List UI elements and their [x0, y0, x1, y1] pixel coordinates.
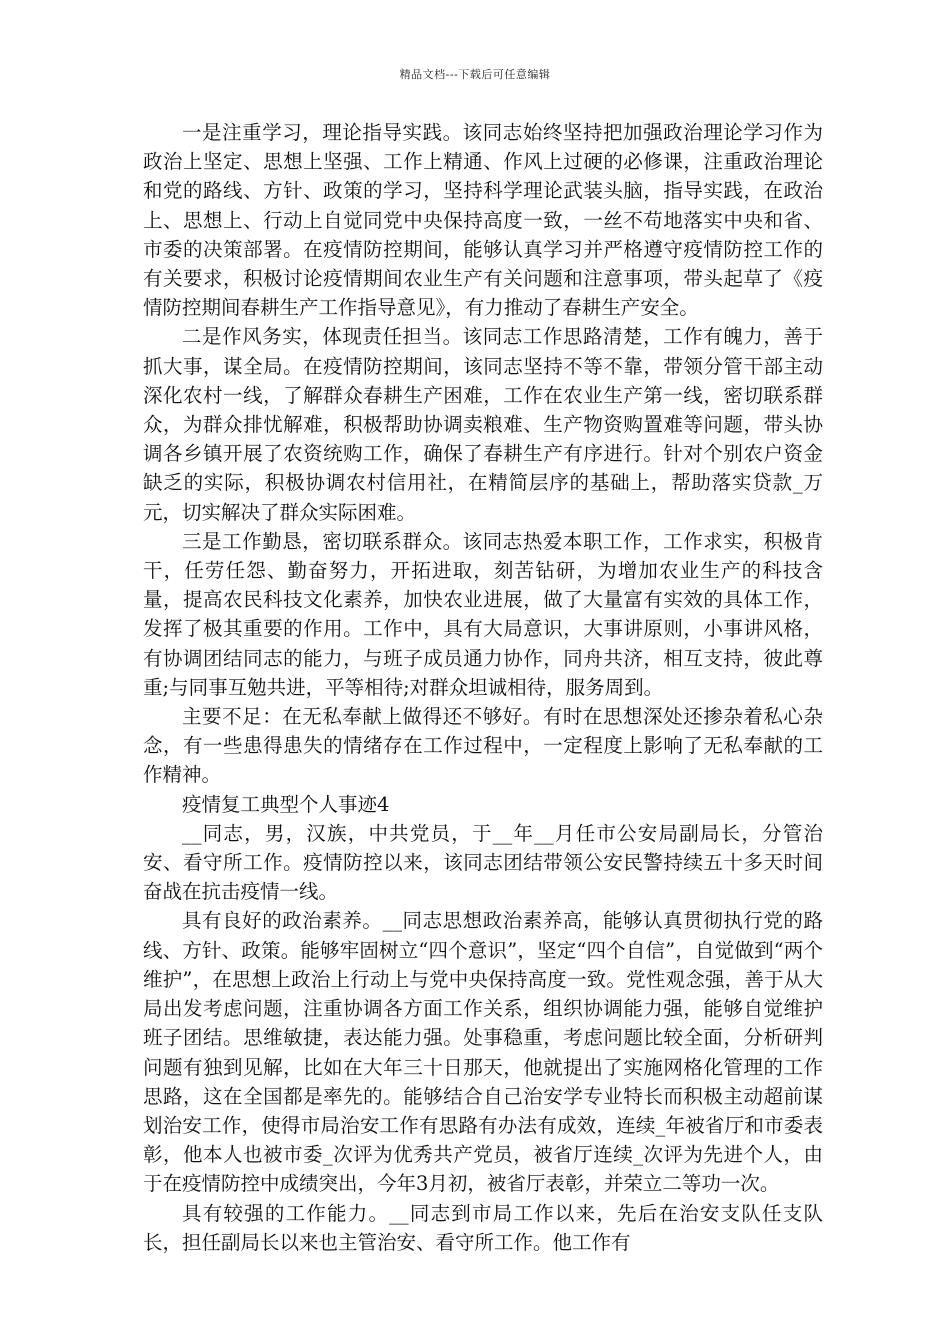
paragraph-diligence: 三是工作勤恳，密切联系群众。该同志热爱本职工作，工作求实，积极肯干，任劳任怨、勤奋努力，开拓进取，刻苦钻研，为增加农业生产的科技含量，提高农民科技文化素养，加快农业进展，做了大量富有实效的具体工作，发挥了极其重要的作用。工作中，具有大局意识，大事讲原则，小事讲风格，有协调团结同志的能力，与班子成员通力协作，同舟共济，相互支持，彼此尊重;与同事互勉共进，平等相待;对群众坦诚相待，服务周到。	[143, 529, 823, 699]
paragraph-work-ability: 具有较强的工作能力。__同志到市局工作以来，先后在治安支队任支队长，担任副局长以来也主管治安、看守所工作。他工作有	[143, 1201, 823, 1254]
paragraph-intro: __同志，男，汉族，中共党员，于__年__月任市公安局副局长，分管治安、看守所工作。疫情防控以来，该同志团结带领公安民警持续五十多天时间奋战在抗击疫情一线。	[143, 821, 823, 904]
paragraph-shortcomings: 主要不足：在无私奉献上做得还不够好。有时在思想深处还掺杂着私心杂念，有一些患得患失的情绪存在工作过程中，一定程度上影响了无私奉献的工作精神。	[143, 705, 823, 787]
document-body	[143, 118, 823, 1257]
paragraph-work-style: 二是作风务实，体现责任担当。该同志工作思路清楚，工作有魄力，善于抓大事，谋全局。在疫情防控期间，该同志坚持不等不靠，带领分管干部主动深化农村一线，了解群众春耕生产困难，工作在农业生产第一线，密切联系群众，为群众排忧解难，积极帮助协调卖粮难、生产物资购置难等问题，带头协调各乡镇开展了农资统购工作，确保了春耕生产有序进行。针对个别农户资金缺乏的实际，积极协调农村信用社，在精简层序的基础上，帮助落实贷款_万元，切实解决了群众实际困难。	[143, 325, 823, 524]
page-header: 精品文档---下载后可任意编辑	[399, 68, 551, 81]
paragraph-political-quality: 具有良好的政治素养。__同志思想政治素养高，能够认真贯彻执行党的路线、方针、政策。能够牢固树立“四个意识”，坚定“四个自信”，自觉做到“两个维护”，在思想上政治上行动上与党中央保持高度一致。党性观念强，善于从大局出发考虑问题，注重协调各方面工作关系，组织协调能力强，能够自觉维护班子团结。思维敏捷，表达能力强。处事稳重，考虑问题比较全面，分析研判问题有独到见解，比如在大年三十日那天，他就提出了实施网格化管理的工作思路，这在全国都是率先的。能够结合自己治安学专业特长而积极主动超前谋划治安工作，使得市局治安工作有思路有办法有成效，连续_年被省厅和市委表彰，他本人也被市委_次评为优秀共产党员，被省厅连续_次评为先进个人，由于在疫情防控中成绩突出，今年3月初，被省厅表彰，并荣立二等功一次。	[143, 909, 823, 1196]
paragraph-study: 一是注重学习，理论指导实践。该同志始终坚持把加强政治理论学习作为政治上坚定、思想上坚强、工作上精通、作风上过硬的必修课，注重政治理论和党的路线、方针、政策的学习，坚持科学理论武装头脑，指导实践，在政治上、思想上、行动上自觉同党中央保持高度一致，一丝不苟地落实中央和省、市委的决策部署。在疫情防控期间，能够认真学习并严格遵守疫情防控工作的有关要求，积极讨论疫情期间农业生产有关问题和注意事项，带头起草了《疫情防控期间春耕生产工作指导意见》，有力推动了春耕生产安全。	[143, 121, 823, 320]
section-heading: 疫情复工典型个人事迹4	[182, 792, 390, 816]
